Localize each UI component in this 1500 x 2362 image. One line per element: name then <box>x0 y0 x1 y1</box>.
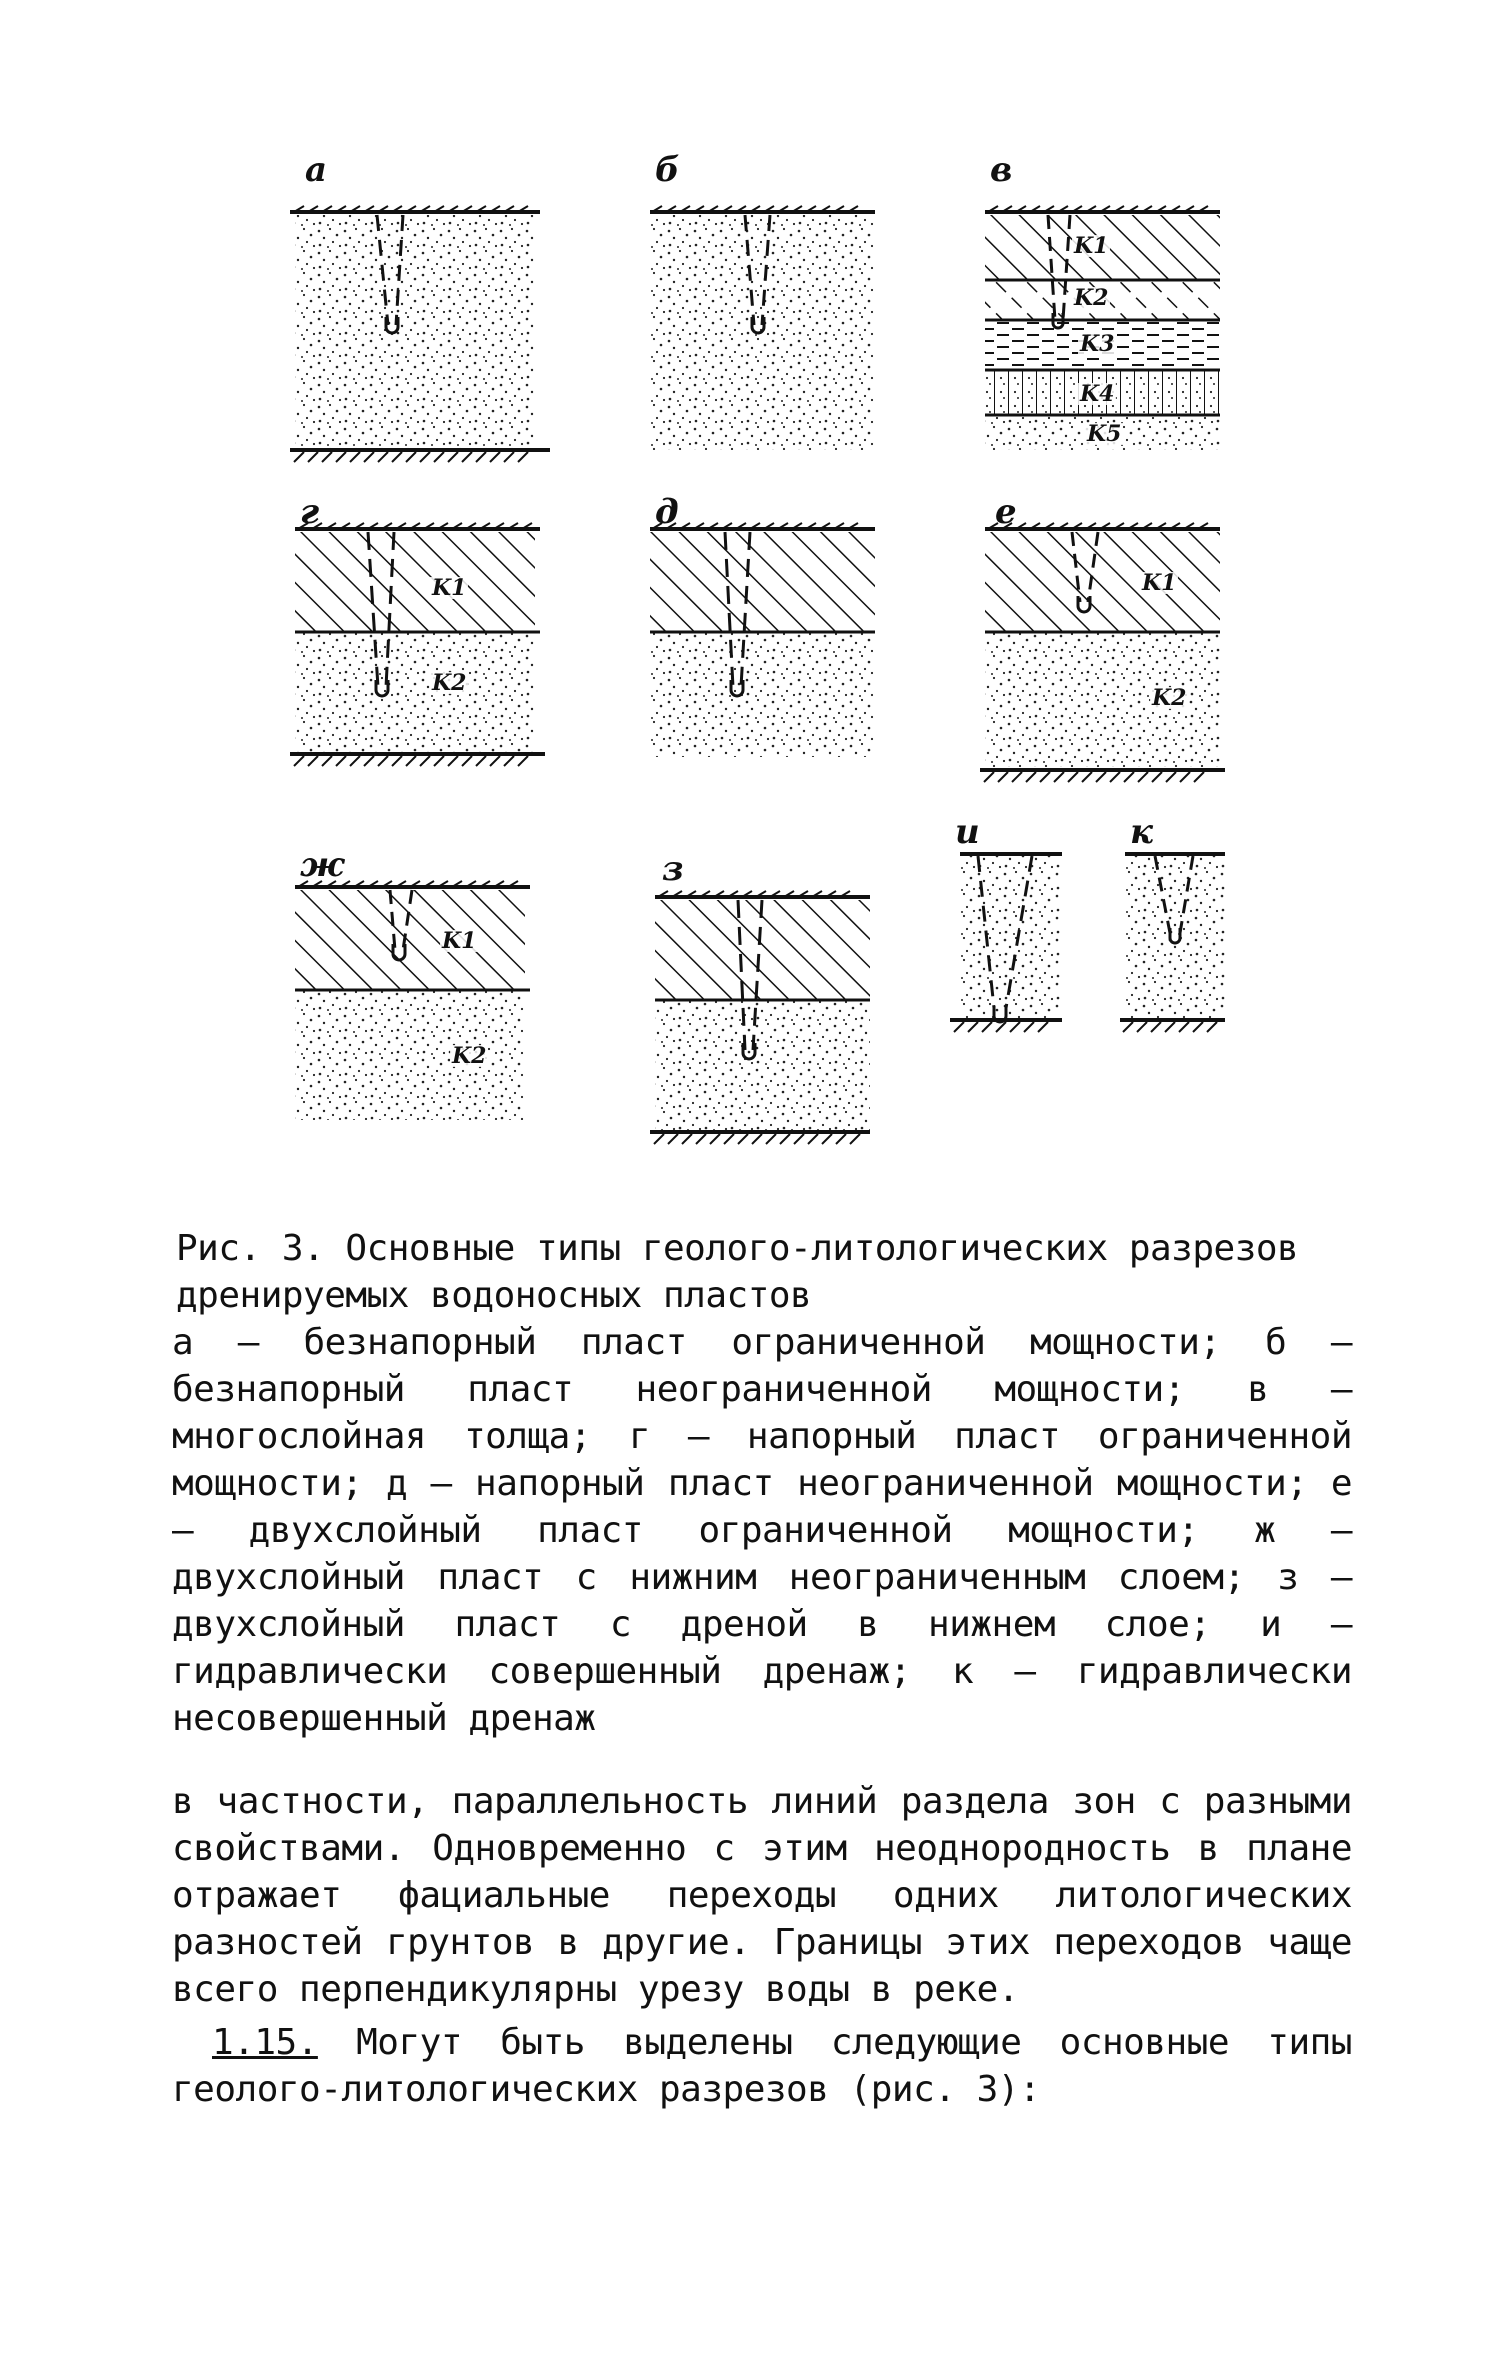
caption-legend: а – безнапорный пласт ограниченной мощности; б – безнапорный пласт неограниченной мощности; в – многослойная толща; г – напорный пласт ограниченной мощности; д – напорный пласт неограниченной мощности; е – двухслойный пласт ограниченной мощности; ж – двухслойный пласт с нижним неограниченным слоем; з – двухслойный пласт с дреной в нижнем слое; и – гидравлически совершенный дренаж; к – гидравлически несовершенный дренаж <box>172 1322 1352 1739</box>
panel-v-k5-label: K5 <box>1087 421 1122 447</box>
panel-a-diagram <box>290 205 560 463</box>
panel-v-k3-label: K3 <box>1080 331 1115 357</box>
panel-v <box>980 205 1230 455</box>
panel-e-k2-label: K2 <box>1152 685 1187 711</box>
caption-title: Рис. 3. Основные типы геолого-литологических разрезов дренируемых водоносных пластов <box>176 1228 1299 1316</box>
panel-zh-k1-label: K1 <box>442 928 477 954</box>
panel-g <box>290 522 560 772</box>
panel-d <box>640 522 890 762</box>
panel-z <box>650 890 880 1155</box>
panel-v-label: в <box>990 150 1013 190</box>
panel-k-diagram <box>1115 848 1235 1038</box>
panel-a <box>290 205 560 463</box>
panel-e <box>980 522 1230 787</box>
panel-i <box>950 848 1070 1038</box>
section-number: 1.15. <box>212 2022 318 2063</box>
figure-caption <box>172 1225 1352 1742</box>
panel-v-k1-label: K1 <box>1074 233 1109 259</box>
panel-zh <box>290 880 540 1125</box>
panel-zh-label: ж <box>300 845 345 885</box>
panel-e-diagram <box>980 522 1230 787</box>
panel-k-label: к <box>1130 812 1154 852</box>
panel-g-diagram <box>290 522 560 772</box>
panel-k <box>1115 848 1235 1038</box>
panel-b <box>640 205 890 455</box>
paragraph-1: в частности, параллельность линий раздела зон с разными свойствами. Одновременно с этим неоднородность в плане отражает фациальные переходы одних литологических разностей грунтов в другие. Границы этих переходов чаще всего перпендикулярны урезу воды в реке. <box>172 1781 1352 2010</box>
panel-v-k2-label: K2 <box>1074 285 1109 311</box>
panel-zh-k2-label: K2 <box>452 1043 487 1069</box>
panel-b-label: б <box>655 150 680 190</box>
panel-b-diagram <box>640 205 890 455</box>
panel-d-label: д <box>655 492 679 532</box>
panel-e-label: е <box>995 492 1017 532</box>
body-text <box>172 1778 1352 2113</box>
panel-g-label: г <box>300 492 320 532</box>
panel-g-k2-label: K2 <box>432 670 467 696</box>
panel-z-label: з <box>662 849 684 889</box>
paragraph-2-text: Могут быть выделены следующие основные типы геолого-литологических разрезов (рис. 3): <box>172 2022 1352 2110</box>
panel-e-k1-label: K1 <box>1142 570 1177 596</box>
paragraph-2 <box>172 2019 1352 2113</box>
panel-v-k4-label: K4 <box>1080 381 1115 407</box>
panel-z-diagram <box>650 890 880 1155</box>
panel-d-diagram <box>640 522 890 762</box>
panel-g-k1-label: K1 <box>432 575 467 601</box>
panel-i-label: и <box>955 812 980 852</box>
panel-i-diagram <box>950 848 1070 1038</box>
panel-a-label: а <box>305 150 328 190</box>
panel-zh-diagram <box>290 880 540 1125</box>
